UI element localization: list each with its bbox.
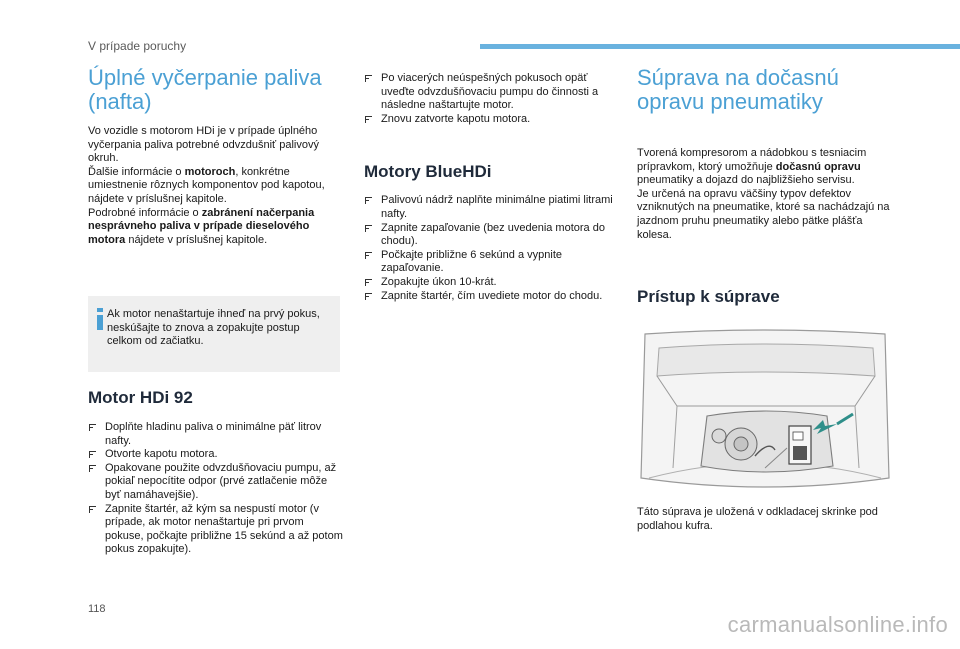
continuation-steps (364, 72, 620, 126)
list-item: Zopakujte úkon 10-krát. (364, 276, 620, 290)
bluehdi-steps (364, 194, 620, 303)
middle-column (364, 72, 620, 303)
header-accent-bar (480, 44, 960, 49)
section-heading-hdi: Motor HDi 92 (88, 388, 193, 407)
section-heading-repair-kit: Súprava na dočasnú opravu pneumatiky (637, 65, 839, 114)
list-item: Doplňte hladinu paliva o minimálne päť litrov nafty. (88, 421, 344, 448)
page-number: 118 (88, 603, 106, 615)
trunk-kit-illustration (637, 328, 893, 498)
info-icon (94, 308, 106, 330)
list-item: Zapnite zapaľovanie (bez uvedenia motora do chodu). (364, 222, 620, 249)
list-item: Znovu zatvorte kapotu motora. (364, 113, 620, 127)
image-caption: Táto súprava je uložená v odkladacej skrinke pod podlahou kufra. (637, 506, 878, 532)
right-column (637, 66, 893, 307)
info-text: Ak motor nenaštartuje ihneď na prvý pokus, neskúšajte to znova a zopakujte postup celkom od začiatku. (107, 308, 320, 348)
watermark: carmanualsonline.info (727, 612, 948, 637)
paragraph: Tvorená kompresorom a nádobkou s tesniacim prípravkom, ktorý umožňuje dočasnú opravu pneumatiky a dojazd do najbližšieho servisu. Je určená na opravu väčšiny typov defektov vzniknutých na pneumatike, ktoré sa nachádzajú na jazdnom pruhu pneumatiky alebo pätke plášťa kolesa. (637, 147, 890, 241)
list-item: Otvorte kapotu motora. (88, 448, 344, 462)
info-box (88, 296, 340, 372)
hdi-section (88, 388, 344, 557)
section-heading-access: Prístup k súprave (637, 287, 780, 307)
section-heading-bluehdi: Motory BlueHDi (364, 162, 492, 182)
left-column (88, 66, 344, 247)
running-header: V prípade poruchy (88, 39, 187, 53)
list-item: Zapnite štartér, až kým sa nespustí motor (v prípade, ak motor nenaštartuje pri prvom pokuse, počkajte približne 15 sekúnd a až potom pokus zopakujte). (88, 503, 344, 557)
list-item: Palivovú nádrž naplňte minimálne piatimi litrami nafty. (364, 194, 620, 221)
list-item: Počkajte približne 6 sekúnd a vypnite zapaľovanie. (364, 249, 620, 276)
paragraph: Vo vozidle s motorom HDi je v prípade úplného vyčerpania paliva potrebné odvzdušniť palivový okruh. Ďalšie informácie o motoroch, konkrétne umiestnenie rôznych komponentov pod kapotou, nájdete v príslušnej kapitole. Podrobné informácie o zabránení načerpania nesprávneho paliva v prípade dieselového motora nájdete v príslušnej kapitole. (88, 125, 325, 246)
list-item: Opakovane použite odvzdušňovaciu pumpu, až pokiaľ nepocítite odpor (prvé zatlačenie môže byť namáhavejšie). (88, 462, 344, 503)
list-item: Zapnite štartér, čím uvediete motor do chodu. (364, 290, 620, 304)
hdi-steps (88, 421, 344, 557)
list-item: Po viacerých neúspešných pokusoch opäť uveďte odvzdušňovaciu pumpu do činnosti a následne naštartujte motor. (364, 72, 620, 113)
section-heading-fuel: Úplné vyčerpanie paliva (nafta) (88, 65, 322, 114)
